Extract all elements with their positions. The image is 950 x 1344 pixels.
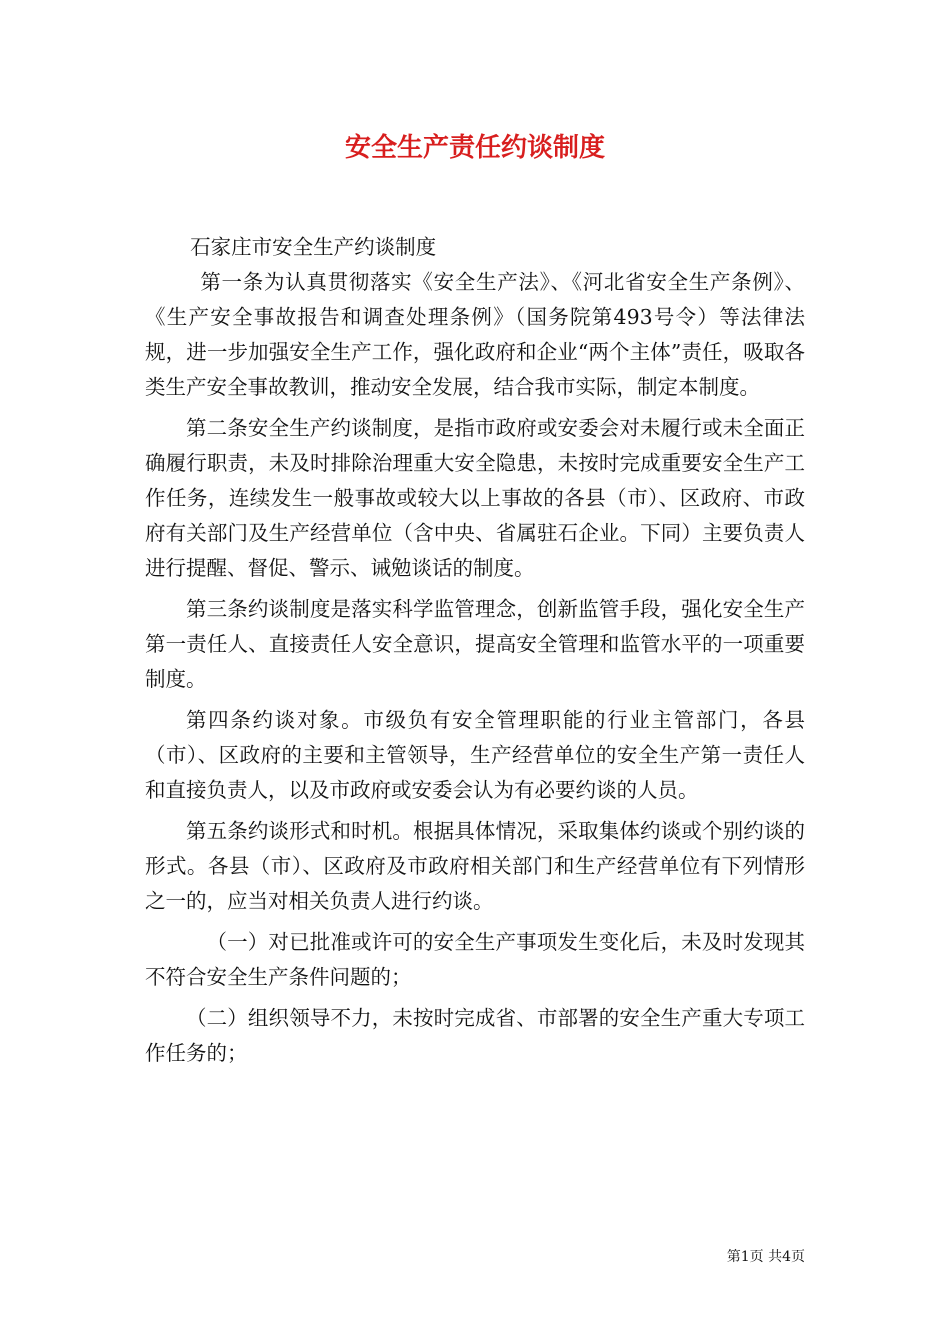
document-body xyxy=(145,230,805,1071)
article-2: 第二条安全生产约谈制度，是指市政府或安委会对未履行或未全面正确履行职责，未及时排除治理重大安全隐患，未按时完成重要安全生产工作任务，连续发生一般事故或较大以上事故的各县（市）、区政府、市政府有关部门及生产经营单位（含中央、省属驻石企业。下同）主要负责人进行提醒、督促、警示、诫勉谈话的制度。 xyxy=(145,416,805,580)
page-number: 1 xyxy=(740,1249,750,1265)
page-total: 4 xyxy=(782,1249,791,1265)
page-footer xyxy=(727,1248,805,1266)
article-1: 第一条为认真贯彻落实《安全生产法》、《河北省安全生产条例》、《生产安全事故报告和调查处理条例》（国务院第493号令）等法律法规，进一步加强安全生产工作，强化政府和企业“两个主体”责任，吸取各类生产安全事故教训，推动安全发展，结合我市实际，制定本制度。 xyxy=(145,270,805,399)
document-subtitle: 石家庄市安全生产约谈制度 xyxy=(190,235,437,259)
article-5-item-2: （二）组织领导不力，未按时完成省、市部署的安全生产重大专项工作任务的； xyxy=(145,1006,805,1065)
article-5-item-1: （一）对已批准或许可的安全生产事项发生变化后，未及时发现其不符合安全生产条件问题的； xyxy=(145,930,805,989)
page-suffix: 页 xyxy=(791,1249,805,1265)
page-prefix: 第 xyxy=(726,1249,741,1265)
article-4: 第四条约谈对象。市级负有安全管理职能的行业主管部门，各县（市）、区政府的主要和主管领导，生产经营单位的安全生产第一责任人和直接负责人，以及市政府或安委会认为有必要约谈的人员。 xyxy=(145,708,805,802)
page-title: 安全生产责任约谈制度 xyxy=(344,133,605,163)
article-3: 第三条约谈制度是落实科学监管理念，创新监管手段，强化安全生产第一责任人、直接责任人安全意识，提高安全管理和监管水平的一项重要制度。 xyxy=(145,597,805,691)
page-middle: 页 共 xyxy=(749,1249,783,1265)
article-5: 第五条约谈形式和时机。根据具体情况，采取集体约谈或个别约谈的形式。各县（市）、区政府及市政府相关部门和生产经营单位有下列情形之一的，应当对相关负责人进行约谈。 xyxy=(145,819,805,913)
